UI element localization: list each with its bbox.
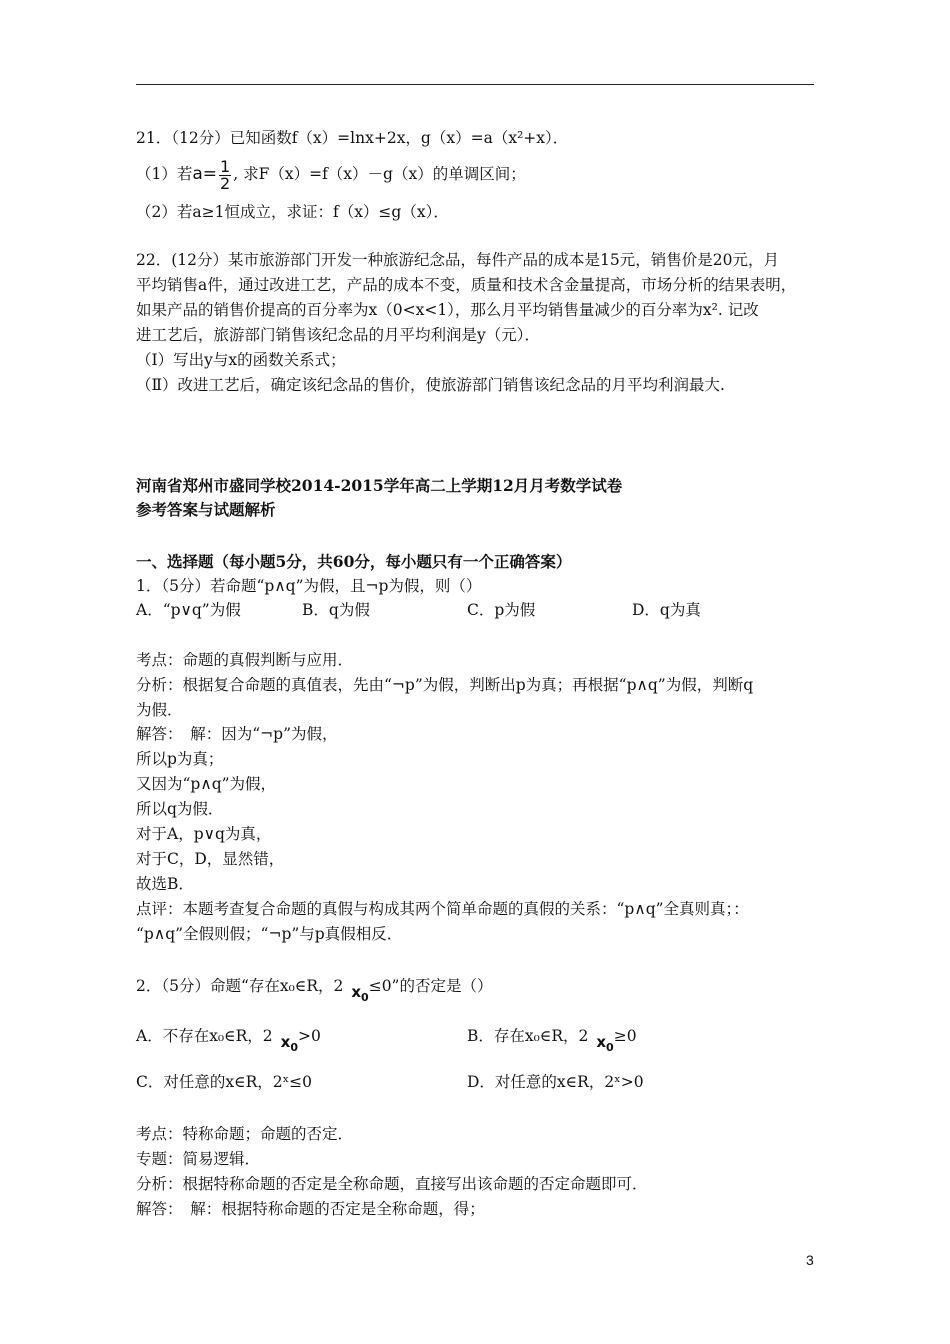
a1-dianping-1: 点评：本题考查复合命题的真假与构成其两个简单命题的真假的关系：“p∧q”全真则真；： [136,900,749,918]
exponent-x0 [351,983,369,1004]
a1-option-c: C．p为假 [467,601,536,619]
a1-fenxi-1: 分析：根据复合命题的真值表，先由“¬p”为假，判断出p为真；再根据“p∧q”为假，判断q [136,676,754,694]
q22-line6: （Ⅱ）改进工艺后，确定该纪念品的售价，使旅游部门销售该纪念品的月平均利润最大. [136,376,725,394]
header-rule [136,84,814,85]
fraction-denominator: 2 [220,173,231,193]
q21-part2: （2）若a≥1恒成立，求证：f（x）≤g（x）． [136,203,449,221]
exponent-x0 [280,1033,298,1054]
a1-dianping-2: “p∧q”全假则假；“¬p”与p真假相反． [136,925,403,943]
exponent-subscript: 0 [290,1041,298,1054]
fraction-numerator: 1 [220,156,231,176]
q22-line4: 进工艺后，旅游部门销售该纪念品的月平均利润是y（元）． [136,326,541,344]
exponent-subscript: 0 [606,1041,614,1054]
a2-option-b-prefix: B．存在x₀∈R，2 [467,1027,589,1045]
a2-option-a-prefix: A．不存在x₀∈R，2 [136,1027,273,1045]
a1-kaodian: 考点：命题的真假判断与应用． [136,651,354,669]
exponent-x: x [351,983,362,1001]
a2-option-b-suffix: ≥0 [613,1027,637,1045]
a1-fenxi-2: 为假． [136,701,183,719]
a1-step-4: 对于A，p∨q为真， [136,825,272,843]
q21-part1-prefix: （1）若 [136,165,193,183]
a1-step-6: 故选B． [136,875,194,893]
a2-fenxi: 分析：根据特称命题的否定是全称命题，直接写出该命题的否定命题即可． [136,1175,648,1193]
a2-stem-suffix: ≤0”的否定是（） [368,977,493,995]
a2-option-b [467,1026,637,1052]
exponent-x: x [280,1033,291,1051]
a1-step-3: 所以q为假． [136,800,224,818]
a1-option-b: B．q为假 [302,601,370,619]
fraction-one-half [219,156,231,193]
a1-step-2: 又因为“p∧q”为假， [136,775,277,793]
exponent-x: x [596,1033,607,1051]
a2-option-a [136,1026,321,1052]
q21-part1-suffix: , 求F（x）=f（x）－g（x）的单调区间； [233,165,526,183]
a1-option-a: A．“p∨q”为假 [136,601,241,619]
a2-zhuanti: 专题：简易逻辑． [136,1150,261,1168]
section1-heading: 一、选择题（每小题5分，共60分，每小题只有一个正确答案） [136,552,572,571]
exponent-subscript: 0 [361,991,369,1004]
a2-option-a-suffix: >0 [298,1027,321,1045]
a2-jieda: 解答： 解：根据特称命题的否定是全称命题，得； [136,1200,485,1218]
answer-subtitle: 参考答案与试题解析 [136,500,276,519]
a2-option-d: D．对任意的x∈R，2ˣ>0 [467,1073,644,1091]
a1-step-1: 所以p为真； [136,750,224,768]
q22-line3: 如果产品的销售价提高的百分率为x（0<x<1），那么月平均销售量减少的百分率为x². 记改 [136,301,759,319]
q21-stem: 21．（12分）已知函数f（x）=lnx+2x，g（x）=a（x²+x）． [136,129,569,147]
a1-jieda: 解答： 解：因为“¬p”为假， [136,725,338,743]
q22-line1: 22．(12分）某市旅游部门开发一种旅游纪念品，每件产品的成本是15元，销售价是20元，月 [136,251,779,269]
a2-stem-prefix: 2．（5分）命题“存在x₀∈R，2 [136,977,344,995]
q21-part1-a: a= [192,164,218,184]
q21-part1 [136,158,526,192]
a1-step-5: 对于C，D，显然错， [136,850,285,868]
a1-option-d: D．q为真 [632,601,701,619]
q22-line5: （Ⅰ）写出y与x的函数关系式； [136,351,346,369]
a1-stem: 1．（5分）若命题“p∧q”为假，且¬p为假，则（） [136,577,482,595]
q22-line2: 平均销售a件，通过改进工艺，产品的成本不变，质量和技术含金量提高，市场分析的结果表明， [136,276,797,294]
page-number: 3 [806,1252,814,1268]
a2-stem [136,976,492,1002]
a2-kaodian: 考点：特称命题；命题的否定． [136,1125,354,1143]
exponent-x0 [596,1033,614,1054]
a2-option-c: C．对任意的x∈R，2ˣ≤0 [136,1073,313,1091]
answer-title: 河南省郑州市盛同学校2014-2015学年高二上学期12月月考数学试卷 [136,476,623,495]
